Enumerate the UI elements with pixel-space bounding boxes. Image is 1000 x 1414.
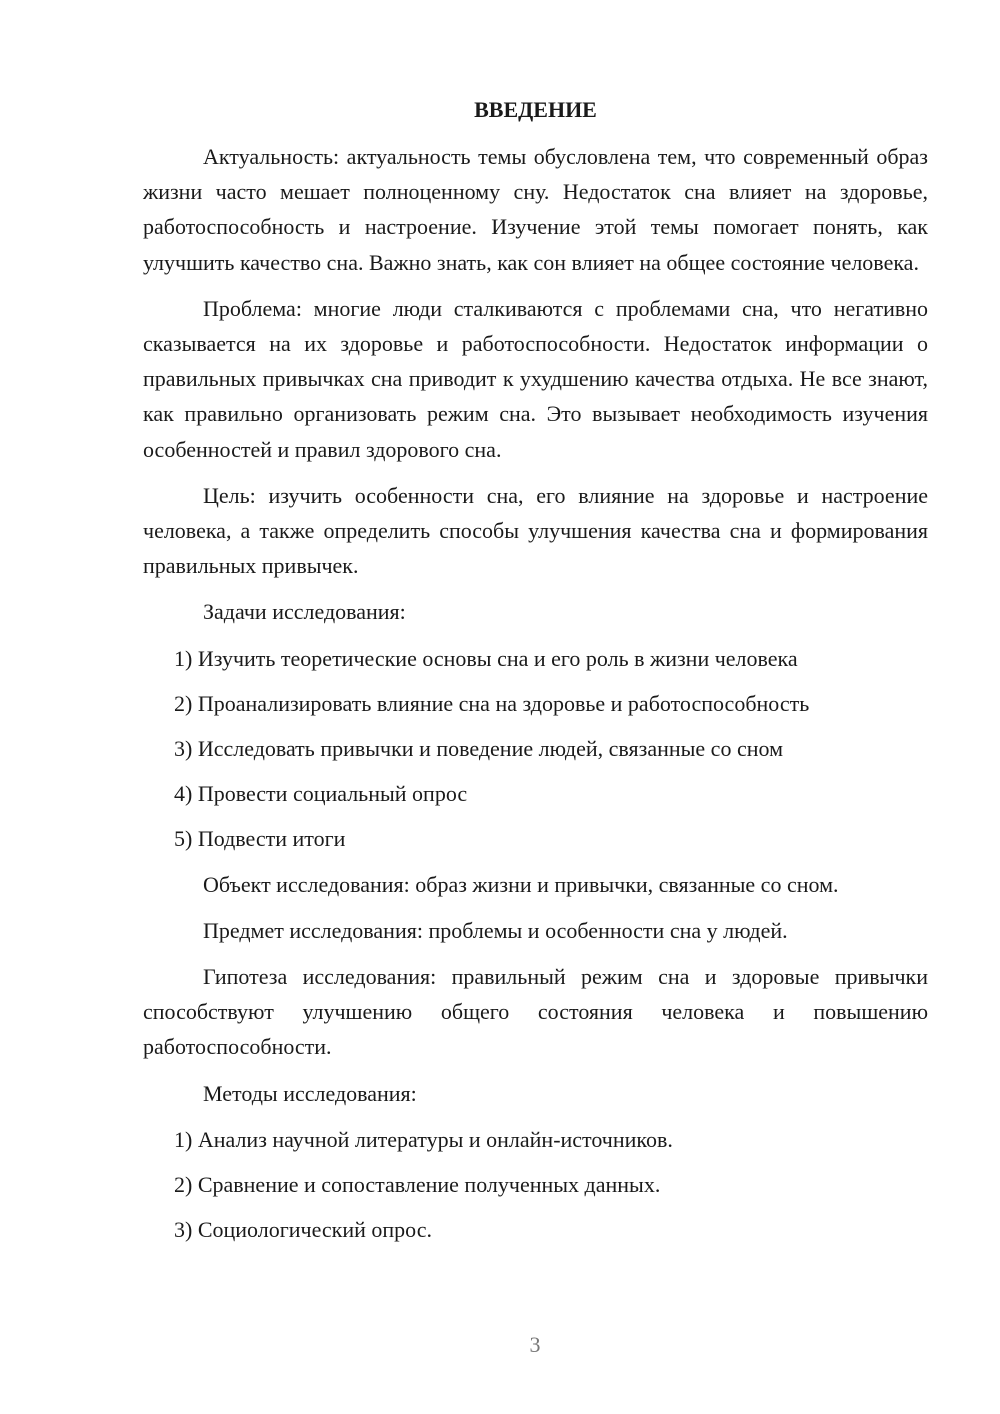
list-item: 3) Исследовать привычки и поведение людей, связанные со сном xyxy=(174,736,783,762)
hypothesis-paragraph: Гипотеза исследования: правильный режим сна и здоровые привычки способствуют улучшению общего состояния человека и повышению работоспособности. xyxy=(143,964,928,1060)
tasks-heading: Задачи исследования: xyxy=(203,599,406,625)
object-paragraph: Объект исследования: образ жизни и привычки, связанные со сном. xyxy=(203,871,839,897)
document-page xyxy=(143,95,928,1257)
page-number: 3 xyxy=(529,1332,541,1357)
list-item: 1) Изучить теоретические основы сна и его роль в жизни человека xyxy=(174,645,798,671)
relevance-paragraph: Актуальность: актуальность темы обусловлена тем, что современный образ жизни часто мешает полноценному сну. Недостаток сна влияет на здоровье, работоспособность и настроение. Изучение этой темы помогает понять, как улучшить качество сна. Важно знать, как сон влияет на общее состояние человека. xyxy=(143,144,928,275)
tasks-list xyxy=(143,641,928,857)
list-item: 5) Подвести итоги xyxy=(174,826,346,852)
methods-list xyxy=(143,1122,928,1248)
subject-paragraph: Предмет исследования: проблемы и особенности сна у людей. xyxy=(203,917,788,943)
list-item: 2) Проанализировать влияние сна на здоровье и работоспособность xyxy=(174,690,810,716)
problem-paragraph: Проблема: многие люди сталкиваются с проблемами сна, что негативно сказывается на их здоровье и работоспособности. Недостаток информации о правильных привычках сна приводит к ухудшению качества отдыха. Не все знают, как правильно организовать режим сна. Это вызывает необходимость изучения особенностей и правил здорового сна. xyxy=(143,295,928,462)
list-item: 3) Социологический опрос. xyxy=(174,1217,432,1243)
list-item: 4) Провести социальный опрос xyxy=(174,781,468,807)
list-item: 1) Анализ научной литературы и онлайн-источников. xyxy=(174,1126,673,1152)
section-title: ВВЕДЕНИЕ xyxy=(474,97,597,122)
list-item: 2) Сравнение и сопоставление полученных данных. xyxy=(174,1172,661,1198)
goal-paragraph: Цель: изучить особенности сна, его влияние на здоровье и настроение человека, а также определить способы улучшения качества сна и формирования правильных привычек. xyxy=(143,482,928,579)
methods-heading: Методы исследования: xyxy=(203,1080,417,1106)
